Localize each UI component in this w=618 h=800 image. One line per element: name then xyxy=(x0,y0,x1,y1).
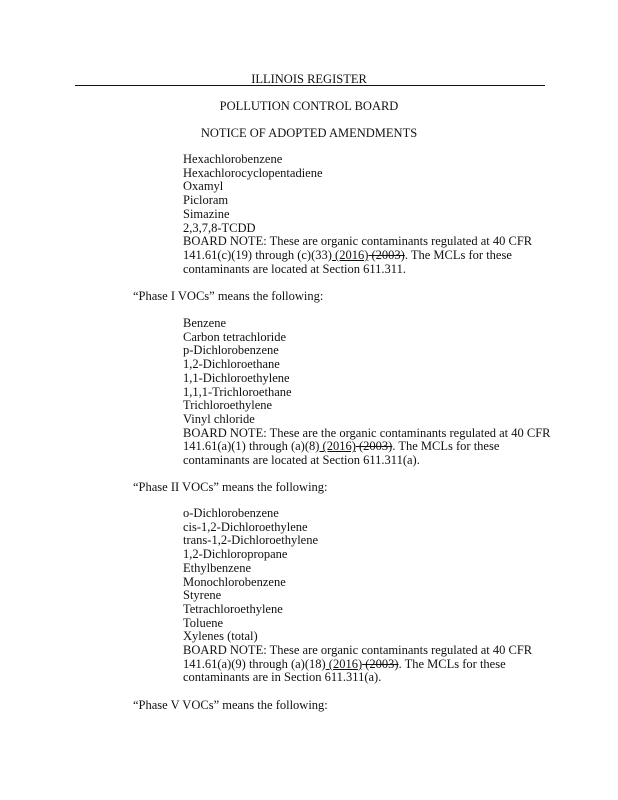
list-item: o-Dichlorobenzene xyxy=(183,506,279,520)
deleted-text: (2003) xyxy=(362,656,399,671)
inserted-text: (2016) xyxy=(325,656,363,671)
phase1-list xyxy=(183,317,551,468)
agency-title: POLLUTION CONTROL BOARD xyxy=(219,99,399,113)
board-note-line: 141.61(a)(9) through (a)(18) (2016) (2003). The MCLs for these xyxy=(183,656,506,671)
list-item: Ethylbenzene xyxy=(183,560,252,575)
list-item: Hexachlorocyclopentadiene xyxy=(183,165,323,180)
list-item: 1,1-Dichloroethylene xyxy=(183,370,290,385)
list-item: Trichloroethylene xyxy=(183,398,273,413)
phase2-intro: “Phase II VOCs” means the following: xyxy=(133,480,328,494)
list-item: 1,1,1-Trichloroethane xyxy=(183,384,292,399)
list-item: trans-1,2-Dichloroethylene xyxy=(183,533,319,548)
board-note-line: BOARD NOTE: These are the organic contaminants regulated at 40 CFR xyxy=(183,425,551,440)
list-item: cis-1,2-Dichloroethylene xyxy=(183,519,308,534)
board-note-line: contaminants are located at Section 611.311(a). xyxy=(183,453,420,468)
register-title-text: ILLINOIS REGISTER xyxy=(251,72,367,86)
register-title xyxy=(0,73,618,87)
list-item: Toluene xyxy=(183,615,224,630)
notice-title: NOTICE OF ADOPTED AMENDMENTS xyxy=(200,126,418,140)
board-note-line: BOARD NOTE: These are organic contaminants regulated at 40 CFR xyxy=(183,643,533,658)
list-item: 1,2-Dichloroethane xyxy=(183,357,280,372)
organic-list-1 xyxy=(183,153,532,276)
list-item: Vinyl chloride xyxy=(183,411,255,426)
list-item: Styrene xyxy=(183,588,222,603)
deleted-text: (2003) xyxy=(355,439,393,454)
list-item: Hexachlorobenzene xyxy=(183,152,283,166)
list-item: 1,2-Dichloropropane xyxy=(183,547,288,562)
phase1-intro: “Phase I VOCs” means the following: xyxy=(133,289,324,303)
board-note-line: 141.61(c)(19) through (c)(33) (2016) (2003). The MCLs for these xyxy=(183,247,512,262)
list-item: Benzene xyxy=(183,316,227,330)
list-item: Simazine xyxy=(183,206,230,221)
board-note-line: BOARD NOTE: These are organic contaminants regulated at 40 CFR xyxy=(183,234,533,249)
list-item: Picloram xyxy=(183,193,229,208)
list-item: Carbon tetrachloride xyxy=(183,329,287,344)
inserted-text: (2016) xyxy=(331,247,369,262)
list-item: p-Dichlorobenzene xyxy=(183,343,279,358)
list-item: 2,3,7,8-TCDD xyxy=(183,220,256,235)
deleted-text: (2003) xyxy=(368,247,405,262)
board-note-line: 141.61(a)(1) through (a)(8) (2016) (2003). The MCLs for these xyxy=(183,439,500,454)
list-item: Tetrachloroethylene xyxy=(183,601,283,616)
list-item: Monochlorobenzene xyxy=(183,574,286,589)
phase5-intro: “Phase V VOCs” means the following: xyxy=(133,698,328,712)
list-item: Xylenes (total) xyxy=(183,629,258,644)
board-note-line: contaminants are located at Section 611.311. xyxy=(183,261,406,276)
list-item: Oxamyl xyxy=(183,179,224,194)
board-note-line: contaminants are in Section 611.311(a). xyxy=(183,670,382,685)
phase2-list xyxy=(183,507,532,685)
inserted-text: (2016) xyxy=(319,439,356,454)
